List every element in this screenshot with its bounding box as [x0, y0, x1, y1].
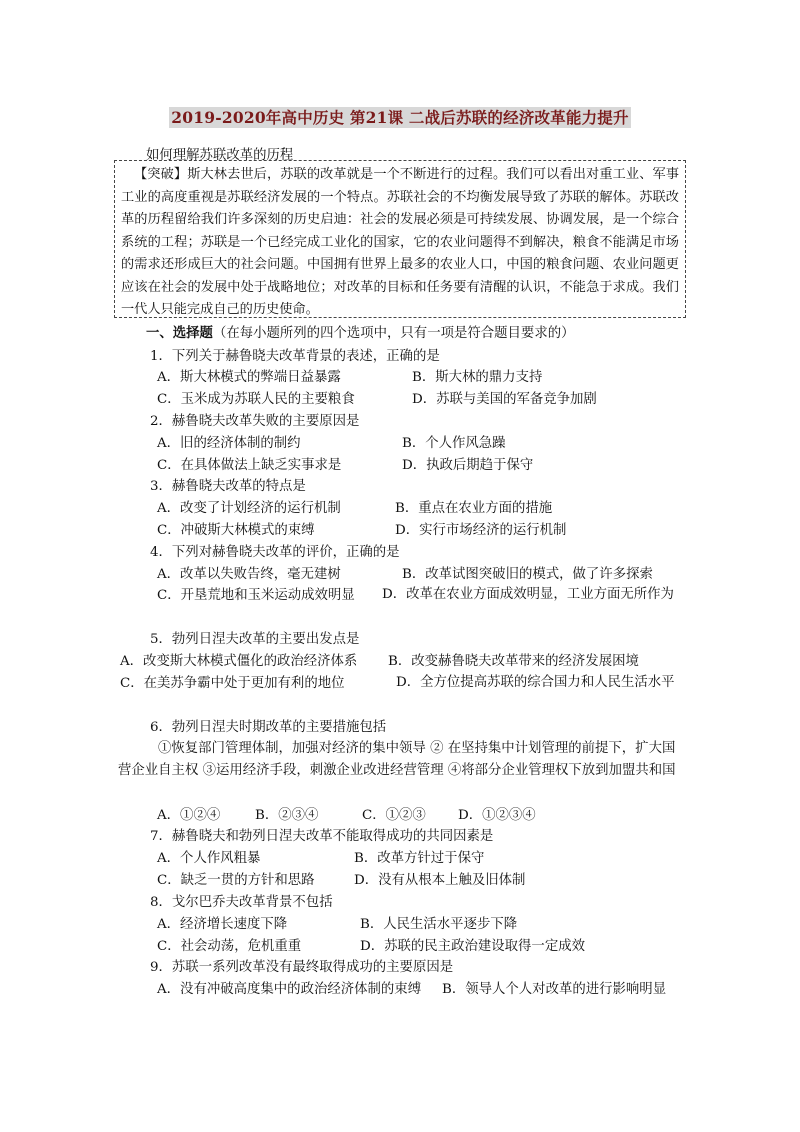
question-8-stem: 8．戈尔巴乔夫改革背景不包括 [150, 895, 333, 910]
question-4-option-b: B．改革试图突破旧的模式，做了许多探索 [402, 567, 653, 582]
question-3-option-d: D．实行市场经济的运行机制 [395, 523, 567, 538]
question-5-option-d: D．全方位提高苏联的综合国力和人民生活水平 [396, 675, 675, 690]
section-heading [146, 322, 575, 341]
question-1-option-b: B．斯大林的鼎力支持 [412, 370, 543, 385]
question-7-option-d: D．没有从根本上触及旧体制 [354, 873, 526, 888]
question-2-option-a: A．旧的经济体制的制约 [157, 436, 301, 451]
question-6-option-b: B．②③④ [255, 808, 319, 823]
question-2-option-c: C．在具体做法上缺乏实事求是 [157, 458, 342, 473]
subtitle: 如何理解苏联改革的历程 [146, 148, 294, 163]
question-7-option-b: B．改革方针过于保守 [354, 851, 485, 866]
question-5-option-a: A．改变斯大林模式僵化的政治经济体系 [120, 654, 358, 669]
question-1-option-d: D．苏联与美国的军备竞争加剧 [412, 392, 597, 407]
question-6-option-c: C．①②③ [362, 808, 426, 823]
question-9-option-a: A．没有冲破高度集中的政治经济体制的束缚 [157, 982, 422, 997]
question-3-option-b: B．重点在农业方面的措施 [395, 501, 553, 516]
section-label: 一、选择题 [146, 325, 213, 341]
question-3-option-c: C．冲破斯大林模式的束缚 [157, 523, 315, 538]
question-9-stem: 9．苏联一系列改革没有最终取得成功的主要原因是 [150, 960, 454, 975]
question-1-option-a: A．斯大林模式的弊端日益暴露 [157, 370, 341, 385]
question-6-items: ①恢复部门管理体制，加强对经济的集中领导 ② 在坚持集中计划管理的前提下，扩大国营企业自主权 ③运用经济手段，刺激企业改进经营管理 ④将部分企业管理权下放到加盟共和国 [118, 741, 676, 778]
question-2-stem: 2．赫鲁晓夫改革失败的主要原因是 [150, 414, 360, 429]
question-7-option-a: A．个人作风粗暴 [157, 851, 261, 866]
question-7-option-c: C．缺乏一贯的方针和思路 [157, 873, 315, 888]
question-4-option-d: D．改革在农业方面成效明显，工业方面无所作为 [382, 587, 674, 602]
question-4-option-a: A．改革以失败告终，毫无建树 [157, 567, 341, 582]
question-6-option-a: A．①②④ [157, 808, 221, 823]
document-title: 2019-2020年高中历史 第21课 二战后苏联的经济改革能力提升 [171, 108, 629, 127]
question-8-option-d: D．苏联的民主政治建设取得一定成效 [360, 939, 585, 954]
question-5-option-b: B．改变赫鲁晓夫改革带来的经济发展困境 [388, 654, 639, 669]
question-3-stem: 3．赫鲁晓夫改革的特点是 [150, 479, 306, 494]
breakthrough-label: 【突破】 [134, 167, 188, 182]
section-note: （在每小题所列的四个选项中，只有一项是符合题目要求的） [212, 326, 575, 341]
question-4-stem: 4．下列对赫鲁晓夫改革的评价，正确的是 [150, 545, 400, 560]
question-5-option-c: C．在美苏争霸中处于更加有利的地位 [120, 676, 345, 691]
question-4-option-c: C．开垦荒地和玉米运动成效明显 [157, 588, 355, 603]
question-1-stem: 1．下列关于赫鲁晓夫改革背景的表述，正确的是 [150, 349, 440, 364]
breakthrough-box [114, 160, 686, 318]
question-1-option-c: C．玉米成为苏联人民的主要粮食 [157, 392, 355, 407]
breakthrough-paragraph [121, 164, 679, 322]
breakthrough-text: 斯大林去世后，苏联的改革就是一个不断进行的过程。我们可以看出对重工业、军事工业的高度重视是苏联经济发展的一个特点。苏联社会的不均衡发展导致了苏联的解体。苏联改革的历程留给我们许多深刻的历史启迪：社会的发展必须是可持续发展、协调发展，是一个综合系统的工程；苏联是一个已经完成工业化的国家，它的农业问题得不到解决，粮食不能满足市场的需求还形成巨大的社会问题。中国拥有世界上最多的农业人口，中国的粮食问题、农业问题更应该在社会的发展中处于战略地位；对改革的目标和任务要有清醒的认识，不能急于求成。我们一代人只能完成自己的历史使命。 [121, 167, 680, 317]
question-6-option-d: D．①②③④ [458, 808, 536, 823]
question-8-option-a: A．经济增长速度下降 [157, 917, 288, 932]
question-2-option-d: D．执政后期趋于保守 [402, 458, 534, 473]
question-9-option-b: B．领导人个人对改革的进行影响明显 [442, 982, 667, 997]
question-2-option-b: B．个人作风急躁 [402, 436, 506, 451]
question-7-stem: 7．赫鲁晓夫和勃列日涅夫改革不能取得成功的共同因素是 [150, 829, 494, 844]
question-8-option-c: C．社会动荡，危机重重 [157, 939, 302, 954]
question-8-option-b: B．人民生活水平逐步下降 [360, 917, 518, 932]
question-5-stem: 5．勃列日涅夫改革的主要出发点是 [150, 632, 360, 647]
question-3-option-a: A．改变了计划经济的运行机制 [157, 501, 341, 516]
question-6-stem: 6．勃列日涅夫时期改革的主要措施包括 [150, 720, 387, 735]
